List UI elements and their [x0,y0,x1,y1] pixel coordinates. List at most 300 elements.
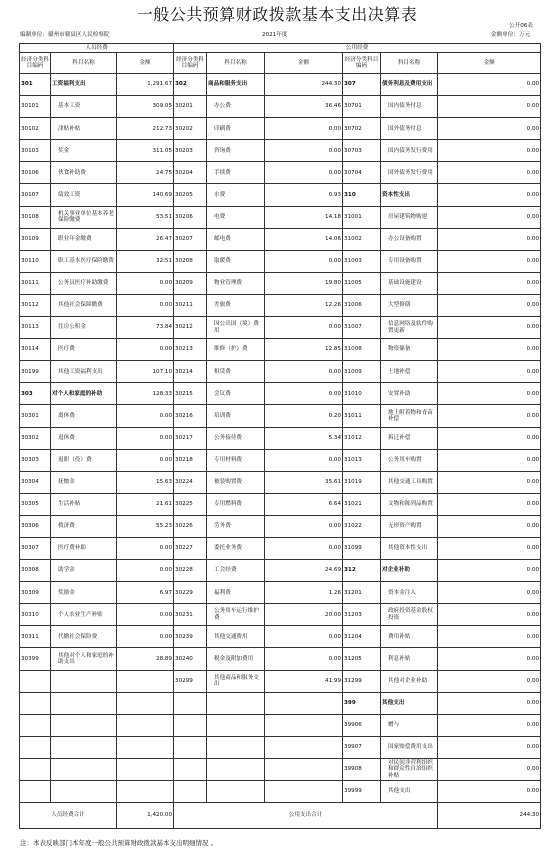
table-row [20,648,541,670]
cell-code: 30102 [20,118,51,140]
cell-name: 办公设备购置 [381,228,438,250]
cell-code: 30307 [20,537,51,559]
table-row [20,427,541,449]
cell-name: 公务员医疗补助缴费 [51,272,117,294]
cell-code [20,736,51,758]
cell-amount: 32.51 [117,250,174,272]
cell-name [51,692,117,714]
cell-name: 房屋建筑物购建 [381,206,438,228]
cell-amount: 73.84 [117,317,174,339]
cell-amount: 311.05 [117,140,174,162]
cell-name: 对民间非营利组织和群众性自治组织补贴 [381,758,438,780]
cell-name: 差旅费 [207,294,265,316]
cell-name: 其他支出 [381,692,438,714]
personnel-total-label: 人员经费合计 [20,803,117,829]
cell-code: 312 [343,560,381,582]
cell-amount: 0.00 [265,648,343,670]
header-name: 科目名称 [381,53,438,74]
cell-name: 抚恤金 [51,471,117,493]
cell-amount: 20.00 [265,604,343,626]
cell-name: 委托业务费 [207,537,265,559]
table-row [20,118,541,140]
cell-code: 31005 [343,272,381,294]
cell-name: 赠与 [381,714,438,736]
cell-amount: 107.10 [117,361,174,383]
table-row [20,626,541,648]
cell-amount: 0.00 [438,692,541,714]
cell-amount: 0.00 [438,228,541,250]
cell-code [20,758,51,780]
cell-amount: 6.64 [265,493,343,515]
table-row [20,228,541,250]
personnel-total-value: 1,420.00 [117,803,174,829]
cell-amount: 14.18 [265,206,343,228]
cell-amount: 0.00 [438,118,541,140]
cell-name [51,781,117,803]
cell-name: 其他工资福利支出 [51,361,117,383]
cell-amount: 0.00 [438,206,541,228]
cell-code [174,692,207,714]
cell-amount [117,736,174,758]
cell-name: 其他商品和服务支出 [207,670,265,692]
cell-name: 安置补助 [381,383,438,405]
table-row [20,758,541,780]
cell-code: 30111 [20,272,51,294]
table-row [20,339,541,361]
cell-amount: 55.23 [117,515,174,537]
table-row [20,537,541,559]
cell-code: 31008 [343,339,381,361]
cell-code: 31011 [343,405,381,427]
cell-code: 30113 [20,317,51,339]
cell-amount: 24.69 [265,560,343,582]
cell-amount: 0.00 [265,626,343,648]
cell-name: 取暖费 [207,250,265,272]
cell-code: 31001 [343,206,381,228]
cell-name: 信息网络及软件购置更新 [381,317,438,339]
cell-amount [265,781,343,803]
cell-code: 31205 [343,648,381,670]
table-row [20,294,541,316]
cell-name: 其他对企业补助 [381,670,438,692]
cell-code: 303 [20,383,51,405]
cell-name [207,758,265,780]
cell-code: 30302 [20,427,51,449]
cell-code: 307 [343,74,381,96]
cell-code: 39906 [343,714,381,736]
cell-amount: 0.00 [438,361,541,383]
cell-code: 30308 [20,560,51,582]
cell-name: 税金及附加费用 [207,648,265,670]
cell-code [174,781,207,803]
cell-name: 退职（役）费 [51,449,117,471]
cell-code: 30301 [20,405,51,427]
table-row [20,560,541,582]
cell-code: 30215 [174,383,207,405]
cell-amount: 36.46 [265,96,343,118]
cell-amount: 12.85 [265,339,343,361]
cell-amount: 1,291.67 [117,74,174,96]
cell-name: 公务用车购置 [381,449,438,471]
cell-amount: 0.00 [265,537,343,559]
cell-amount: 0.00 [438,604,541,626]
cell-amount [117,670,174,692]
cell-code: 30217 [174,427,207,449]
cell-amount: 244.30 [265,74,343,96]
cell-code: 30208 [174,250,207,272]
cell-code [174,714,207,736]
cell-amount: 0.00 [438,471,541,493]
cell-amount: 14.06 [265,228,343,250]
cell-name: 对企业补助 [381,560,438,582]
cell-name: 租赁费 [207,361,265,383]
cell-code: 30228 [174,560,207,582]
cell-amount: 0.00 [438,383,541,405]
header-amount: 金额 [117,53,174,74]
cell-code: 310 [343,184,381,206]
cell-amount: 0.00 [438,758,541,780]
cell-code: 30110 [20,250,51,272]
table-row [20,781,541,803]
cell-code: 30214 [174,361,207,383]
cell-name: 公务接待费 [207,427,265,449]
cell-name: 离休费 [51,405,117,427]
cell-amount: 41.99 [265,670,343,692]
cell-code [20,670,51,692]
cell-name: 国内债务付息 [381,96,438,118]
cell-code: 30211 [174,294,207,316]
table-row [20,493,541,515]
table-row [20,582,541,604]
cell-amount: 0.00 [265,250,343,272]
cell-code: 31203 [343,604,381,626]
cell-name: 国家赔偿费用支出 [381,736,438,758]
cell-name: 退休费 [51,427,117,449]
cell-name: 咨询费 [207,140,265,162]
cell-amount: 0.00 [438,537,541,559]
cell-amount: 0.00 [117,560,174,582]
cell-name: 奖金 [51,140,117,162]
cell-name: 个人农业生产补贴 [51,604,117,626]
group-public: 公用经费 [174,44,541,53]
table-row [20,206,541,228]
cell-name: 国内债务发行费用 [381,140,438,162]
cell-amount: 0.00 [265,449,343,471]
cell-amount: 0.00 [438,582,541,604]
cell-code: 39908 [343,758,381,780]
cell-name: 土地补偿 [381,361,438,383]
header-name: 科目名称 [207,53,265,74]
cell-amount: 0.00 [265,361,343,383]
table-row [20,692,541,714]
cell-name: 利息补贴 [381,648,438,670]
cell-name: 助学金 [51,560,117,582]
cell-code: 30106 [20,162,51,184]
cell-code [20,692,51,714]
cell-name: 基本工资 [51,96,117,118]
table-row [20,250,541,272]
cell-name: 手续费 [207,162,265,184]
cell-amount: 0.00 [438,317,541,339]
cell-name: 拆迁补偿 [381,427,438,449]
cell-code: 30701 [343,96,381,118]
cell-name: 物资储备 [381,339,438,361]
cell-code: 30240 [174,648,207,670]
cell-code: 30229 [174,582,207,604]
cell-code: 30209 [174,272,207,294]
cell-name: 救济费 [51,515,117,537]
table-row [20,383,541,405]
cell-code: 30299 [174,670,207,692]
cell-code: 30399 [20,648,51,670]
cell-amount: 0.00 [265,383,343,405]
cell-name: 国外债务付息 [381,118,438,140]
cell-amount: 0.00 [438,449,541,471]
cell-name: 商品和服务支出 [207,74,265,96]
table-row [20,736,541,758]
cell-amount: 0.00 [117,537,174,559]
cell-amount: 35.61 [265,471,343,493]
cell-amount: 12.26 [265,294,343,316]
cell-code: 30101 [20,96,51,118]
table-row [20,272,541,294]
cell-amount: 212.73 [117,118,174,140]
group-personnel: 人员经费 [20,44,174,53]
cell-name: 培训费 [207,405,265,427]
cell-name: 资本性支出 [381,184,438,206]
cell-code: 31003 [343,250,381,272]
cell-code: 30108 [20,206,51,228]
cell-code: 30224 [174,471,207,493]
cell-amount: 0.00 [438,74,541,96]
cell-code: 39999 [343,781,381,803]
cell-code: 30206 [174,206,207,228]
cell-amount: 0.00 [438,515,541,537]
cell-amount: 0.20 [265,405,343,427]
cell-code: 30310 [20,604,51,626]
cell-code: 31010 [343,383,381,405]
cell-amount: 0.00 [265,140,343,162]
cell-amount: 0.00 [438,714,541,736]
cell-amount [265,692,343,714]
cell-amount: 0.00 [438,162,541,184]
cell-amount [117,692,174,714]
cell-code: 30109 [20,228,51,250]
cell-amount: 128.33 [117,383,174,405]
cell-amount: 0.00 [438,493,541,515]
cell-code: 30704 [343,162,381,184]
cell-code: 30213 [174,339,207,361]
table-row [20,317,541,339]
cell-code: 30703 [343,140,381,162]
cell-amount: 0.00 [438,140,541,162]
header-code: 经济分类科目编码 [174,53,207,74]
cell-code: 30227 [174,537,207,559]
cell-code: 31299 [343,670,381,692]
cell-name: 劳务费 [207,515,265,537]
cell-name: 水费 [207,184,265,206]
cell-code: 31007 [343,317,381,339]
cell-code: 30199 [20,361,51,383]
cell-name: 专用材料费 [207,449,265,471]
cell-name [51,758,117,780]
cell-amount: 1.26 [265,582,343,604]
table-row [20,471,541,493]
cell-code: 30306 [20,515,51,537]
cell-name: 其他支出 [381,781,438,803]
cell-name: 专用燃料费 [207,493,265,515]
cell-code: 30225 [174,493,207,515]
cell-amount: 0.00 [438,250,541,272]
cell-code: 30231 [174,604,207,626]
cell-name: 公务用车运行维护费 [207,604,265,626]
cell-code: 30216 [174,405,207,427]
fiscal-year: 2021年度 [262,32,288,38]
cell-amount: 0.00 [117,626,174,648]
cell-code [20,714,51,736]
cell-amount: 309.05 [117,96,174,118]
cell-name: 其他交通工具购置 [381,471,438,493]
cell-name: 职业年金缴费 [51,228,117,250]
cell-amount: 6.97 [117,582,174,604]
cell-code [174,758,207,780]
cell-amount: 0.00 [117,427,174,449]
currency-unit: 金额单位：万元 [491,32,531,38]
cell-name: 住房公积金 [51,317,117,339]
cell-amount: 28.89 [117,648,174,670]
cell-name: 无形资产购置 [381,515,438,537]
report-title: 一般公共预算财政拨款基本支出决算表 [136,5,418,24]
cell-name [207,736,265,758]
cell-code: 31019 [343,471,381,493]
cell-amount: 0.00 [438,405,541,427]
footnote: 注：本表反映部门本年度一般公共预算财政拨款基本支出明细情况 。 [20,839,218,847]
cell-amount: 0.00 [438,626,541,648]
cell-amount: 0.00 [117,604,174,626]
table-row [20,184,541,206]
cell-amount: 0.00 [117,294,174,316]
cell-name: 基础设施建设 [381,272,438,294]
expenditure-table [19,43,541,829]
cell-code: 30114 [20,339,51,361]
cell-amount: 0.00 [117,405,174,427]
cell-code: 30304 [20,471,51,493]
cell-code: 31009 [343,361,381,383]
cell-code: 31201 [343,582,381,604]
cell-code: 39907 [343,736,381,758]
form-number: 公开06表 [509,23,533,29]
cell-name [207,714,265,736]
cell-name: 福利费 [207,582,265,604]
cell-code: 30207 [174,228,207,250]
cell-code: 31204 [343,626,381,648]
cell-name: 其他资本性支出 [381,537,438,559]
cell-amount: 0.00 [438,427,541,449]
cell-name: 其他交通费用 [207,626,265,648]
cell-amount [117,781,174,803]
cell-name: 对个人和家庭的补助 [51,383,117,405]
cell-name: 邮电费 [207,228,265,250]
cell-code: 31012 [343,427,381,449]
cell-code: 30212 [174,317,207,339]
header-name: 科目名称 [51,53,117,74]
cell-code: 30226 [174,515,207,537]
table-row [20,74,541,96]
cell-code: 30218 [174,449,207,471]
table-row [20,515,541,537]
cell-name: 生活补贴 [51,493,117,515]
cell-amount: 0.00 [438,781,541,803]
cell-code: 30239 [174,626,207,648]
unit-label: 编制单位：赣州市赣县区人民检察院 [20,32,110,38]
cell-name: 物业管理费 [207,272,265,294]
header-amount: 金额 [438,53,541,74]
cell-code: 31006 [343,294,381,316]
cell-name: 医疗费补助 [51,537,117,559]
cell-code: 30311 [20,626,51,648]
cell-code: 30303 [20,449,51,471]
cell-amount [117,714,174,736]
cell-amount [117,758,174,780]
cell-name: 资本金注入 [381,582,438,604]
cell-code: 31013 [343,449,381,471]
cell-code [174,736,207,758]
cell-amount: 0.00 [265,118,343,140]
cell-code: 30309 [20,582,51,604]
table-row [20,140,541,162]
cell-code: 30204 [174,162,207,184]
table-row [20,162,541,184]
cell-amount [265,714,343,736]
cell-amount: 0.00 [438,294,541,316]
cell-code: 30112 [20,294,51,316]
cell-name: 其他对个人和家庭的补助支出 [51,648,117,670]
cell-amount: 0.00 [438,272,541,294]
cell-name [51,670,117,692]
cell-amount: 15.63 [117,471,174,493]
cell-code: 31022 [343,515,381,537]
cell-name: 因公出国（境）费用 [207,317,265,339]
cell-code: 31002 [343,228,381,250]
table-row [20,96,541,118]
cell-name: 机关事业单位基本养老保险缴费 [51,206,117,228]
cell-amount: 0.00 [438,560,541,582]
cell-name: 绩效工资 [51,184,117,206]
public-total-value: 244.30 [438,803,541,829]
table-row [20,449,541,471]
cell-code: 302 [174,74,207,96]
table-row [20,714,541,736]
cell-amount: 0.00 [438,339,541,361]
cell-amount: 0.00 [117,272,174,294]
cell-code: 30201 [174,96,207,118]
cell-code [20,781,51,803]
cell-name: 工资福利支出 [51,74,117,96]
table-row [20,361,541,383]
cell-name: 职工基本医疗保险缴费 [51,250,117,272]
cell-code: 301 [20,74,51,96]
cell-name: 地上附着物和青苗补偿 [381,405,438,427]
cell-name: 伙食补助费 [51,162,117,184]
cell-name: 其他社会保障缴费 [51,294,117,316]
cell-code: 31099 [343,537,381,559]
cell-name [207,781,265,803]
cell-name: 债务利息及费用支出 [381,74,438,96]
cell-amount: 0.00 [265,317,343,339]
table-row [20,670,541,692]
cell-amount [265,758,343,780]
cell-amount: 0.00 [265,162,343,184]
